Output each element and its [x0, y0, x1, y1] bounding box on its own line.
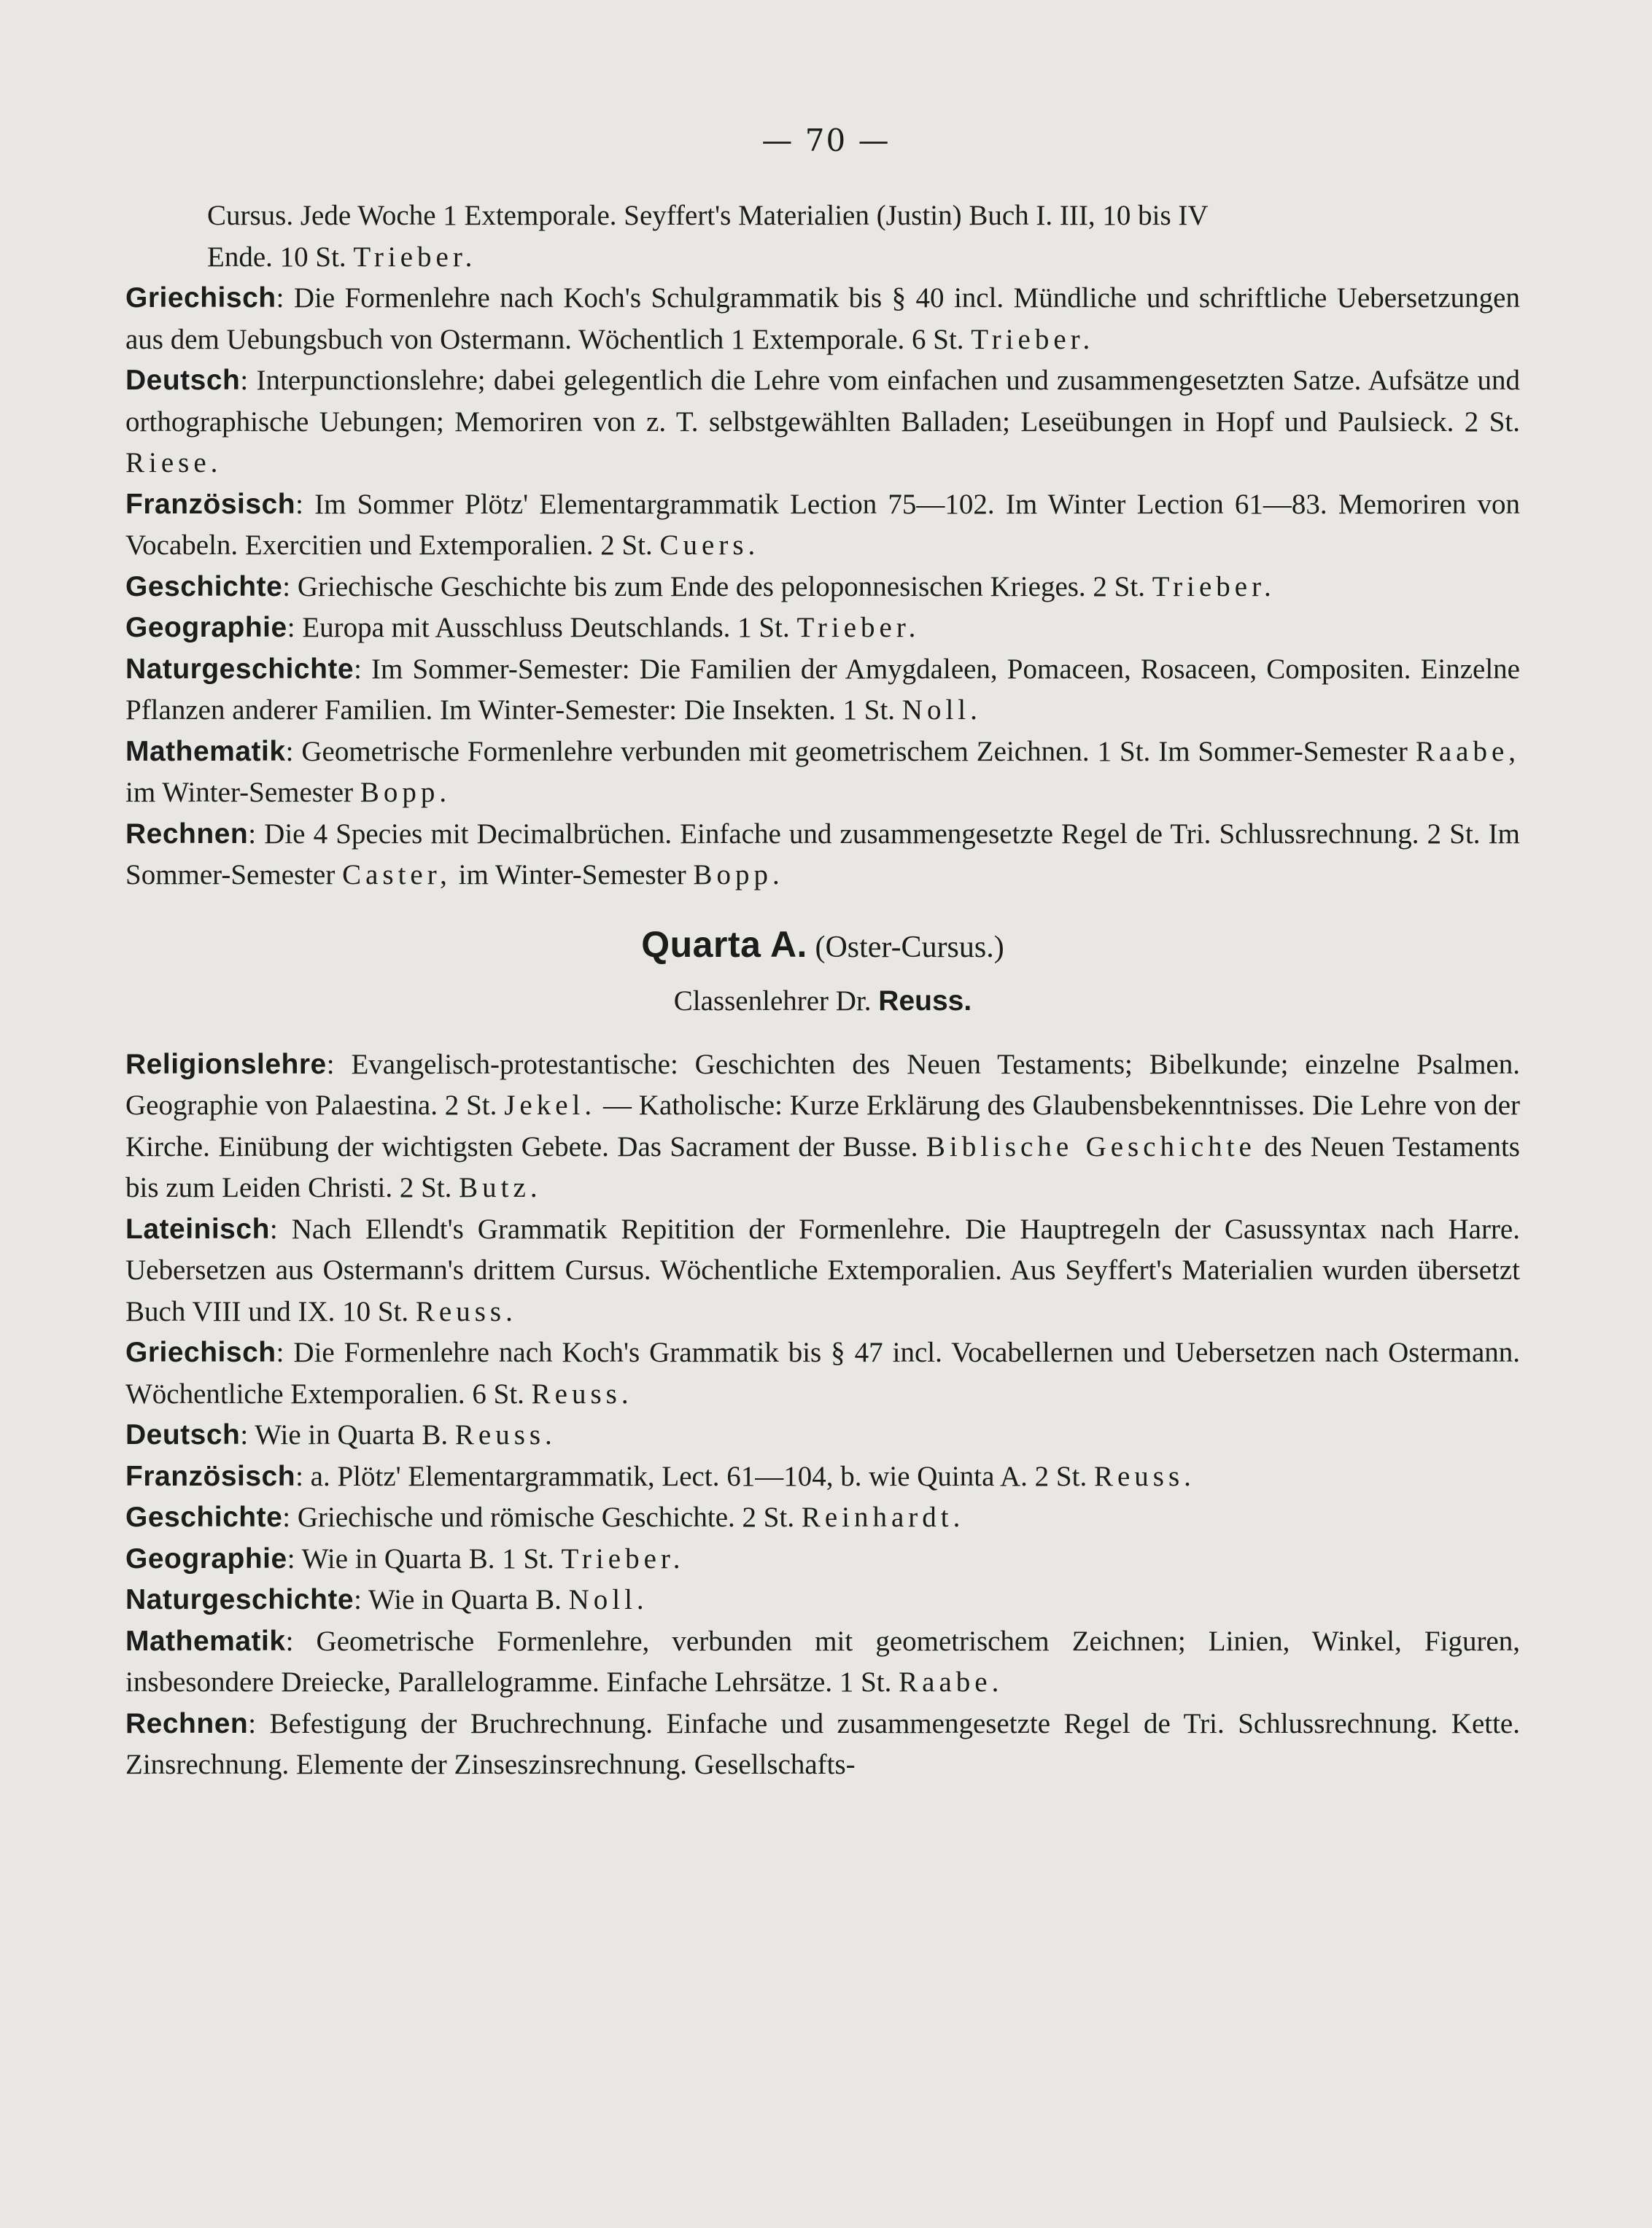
subject-entry-griechisch-quarta: Griechisch: Die Formenlehre nach Koch's Grammatik bis § 47 incl. Vocabellernen und Uebersetzen nach Ostermann. Wöchentliche Extemporalien. 6 St. Reuss. — [125, 1337, 1521, 1410]
subject-entry-franzoesisch-quarta: Französisch: a. Plötz' Elementargrammatik, Lect. 61—104, b. wie Quinta A. 2 St. Reuss. — [125, 1460, 1195, 1492]
subject-entry-religionslehre: Religionslehre: Evangelisch-protestantische: Geschichten des Neuen Testaments; Bibelkunde; einzelne Psalmen. Geographie von Palaestina. 2 St. Jekel. — Katholische: Kurze Erklärung des Glaubensbekenntnisses. Die Lehre von der Kirche. Einübung der wichtigsten Gebete. Das Sacrament der Busse. Biblische Geschichte des Neuen Testaments bis zum Leiden Christi. 2 St. Butz. — [125, 1048, 1520, 1203]
subject-entry-geographie-quarta: Geographie: Wie in Quarta B. 1 St. Trieber. — [125, 1542, 685, 1575]
section-title: Quarta A. — [641, 923, 807, 965]
section-heading — [125, 924, 1520, 969]
subject-entry-naturgeschichte-quarta: Naturgeschichte: Wie in Quarta B. Noll. — [125, 1584, 648, 1615]
subject-entry-rechnen-quarta: Rechnen: Befestigung der Bruchrechnung. Einfache und zusammengesetzte Regel de Tri. Schlussrechnung. Kette. Zinsrechnung. Elemente der Zinseszinsrechnung. Gesellschafts- — [125, 1707, 1520, 1780]
subject-entry-geographie: Geographie: Europa mit Ausschluss Deutschlands. 1 St. Trieber. — [125, 612, 920, 643]
page-number: — 70 — — [761, 123, 891, 158]
continuation-paragraph — [125, 195, 1520, 278]
subject-entry-geschichte-quarta: Geschichte: Griechische und römische Geschichte. 2 St. Reinhardt. — [125, 1502, 965, 1533]
subject-entry-mathematik-quarta: Mathematik: Geometrische Formenlehre, verbunden mit geometrischem Zeichnen; Linien, Winkel, Figuren, insbesondere Dreiecke, Parallelogramme. Einfache Lehrsätze. 1 St. Raabe. — [125, 1625, 1520, 1698]
subject-entry-naturgeschichte: Naturgeschichte: Im Sommer-Semester: Die Familien der Amygdaleen, Pomaceen, Rosaceen, Compositen. Einzelne Pflanzen anderer Familien. Im Winter-Semester: Die Insekten. 1 St. Noll. — [125, 653, 1520, 726]
subject-entry-deutsch: Deutsch: Interpunctionslehre; dabei gelegentlich die Lehre vom einfachen und zusammengesetzten Satze. Aufsätze und orthographische Uebungen; Memoriren von z. T. selbstgewählten Balladen; Leseübungen in Hopf und Paulsieck. 2 St. Riese. — [125, 365, 1520, 478]
subject-entry-deutsch-quarta: Deutsch: Wie in Quarta B. Reuss. — [125, 1419, 557, 1451]
body-text — [125, 195, 1520, 1786]
continuation-text: Cursus. Jede Woche 1 Extemporale. Seyffert's Materialien (Justin) Buch I. III, 10 bis IV Ende. 10 St. Trieber. — [207, 200, 1209, 273]
section-subtitle: (Oster-Cursus.) — [815, 930, 1004, 964]
subject-entry-rechnen: Rechnen: Die 4 Species mit Decimalbrüchen. Einfache und zusammengesetzte Regel de Tri. Schlussrechnung. 2 St. Im Sommer-Semester Caster, im Winter-Semester Bopp. — [125, 818, 1521, 890]
subject-entry-lateinisch: Lateinisch: Nach Ellendt's Grammatik Repitition der Formenlehre. Die Hauptregeln der Casussyntax nach Harre. Uebersetzen aus Ostermann's drittem Cursus. Wöchentliche Extemporalien. Aus Seyffert's Materialien wurden übersetzt Buch VIII und IX. 10 St. Reuss. — [125, 1213, 1520, 1327]
classlehrer-line: Classenlehrer Dr. Reuss. — [673, 985, 972, 1017]
subject-entry-mathematik: Mathematik: Geometrische Formenlehre verbunden mit geometrischem Zeichnen. 1 St. Im Sommer-Semester Raabe, im Winter-Semester Bopp. — [125, 735, 1521, 808]
subject-entry-geschichte: Geschichte: Griechische Geschichte bis zum Ende des peloponnesischen Krieges. 2 St. Trieber. — [125, 570, 1276, 602]
subject-entry-franzoesisch: Französisch: Im Sommer Plötz' Elementargrammatik Lection 75—102. Im Winter Lection 61—83. Memoriren von Vocabeln. Exercitien und Extemporalien. 2 St. Cuers. — [125, 488, 1520, 561]
subject-entry-griechisch: Griechisch: Die Formenlehre nach Koch's Schulgrammatik bis § 40 incl. Mündliche und schriftliche Uebersetzungen aus dem Uebungsbuch von Ostermann. Wöchentlich 1 Extemporale. 6 St. Trieber. — [125, 282, 1520, 355]
